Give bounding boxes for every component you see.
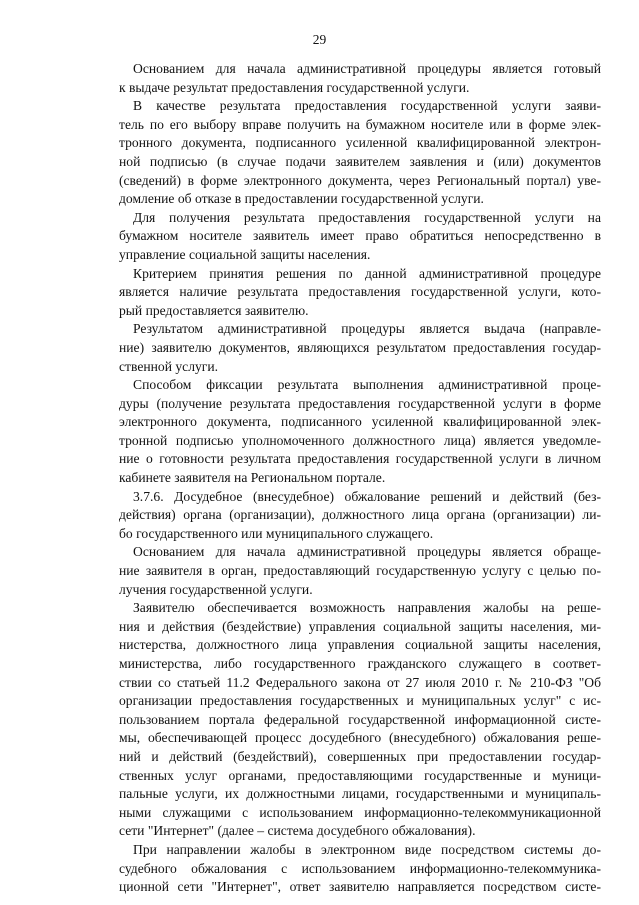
text-line: судебного обжалования с использованием информационно-телекоммуника-	[119, 860, 601, 876]
text-line: Основанием для начала административной процедуры является готовый	[133, 61, 601, 76]
text-line: 3.7.6. Досудебное (внесудебное) обжалование решений и действий (без-	[133, 488, 601, 504]
text-line: пользованием портала федеральной государственной информационной систе-	[119, 711, 601, 727]
text-line: В качестве результата предоставления государственной услуги заяви-	[133, 98, 601, 114]
page-number: 29	[312, 32, 327, 47]
text-line: к выдаче результат предоставления государственной услуги.	[119, 79, 470, 95]
text-line: дуры (получение результата предоставления государственной услуги в форме	[119, 395, 601, 411]
text-line: (сведений) в форме электронного документа, через Региональный портал) уве-	[119, 172, 601, 188]
text-line: кабинете заявителя на Региональном портале.	[119, 470, 386, 486]
text-line: рый предоставляется заявителю.	[119, 302, 309, 318]
text-line: организации предоставления государственных и муниципальных услуг" с ис-	[119, 693, 601, 709]
text-line: тель по его выбору вправе получить на бумажном носителе или в форме элек-	[119, 116, 601, 132]
text-line: ной подписью (в случае подачи заявителем заявления и (или) документов	[119, 153, 601, 169]
text-line: Результатом административной процедуры является выдача (направле-	[133, 321, 601, 337]
text-line: действия) органа (организации), должностного лица органа (организации) ли-	[119, 507, 601, 523]
text-line: является наличие результата предоставления государственной услуги, кото-	[119, 284, 601, 300]
text-line: бумажном носителе заявитель имеет право обратиться непосредственно в	[119, 228, 601, 244]
text-line: При направлении жалобы в электронном виде посредством системы до-	[133, 841, 601, 857]
text-line: лучения государственной услуги.	[119, 581, 313, 597]
text-line: ние заявителя в орган, предоставляющий государственную услугу с целью по-	[119, 563, 601, 579]
text-line: тронного документа, подписанного усиленной квалифицированной электрон-	[119, 135, 601, 151]
text-line: ными служащими с использованием информационно-телекоммуникационной	[119, 804, 601, 820]
text-line: тронной подписью уполномоченного должностного лица) является уведомле-	[119, 432, 601, 448]
text-line: мы, обеспечивающей процесс досудебного (внесудебного) обжалования реше-	[119, 730, 601, 746]
text-line: домление об отказе в предоставлении государственной услуги.	[119, 191, 484, 207]
text-line: сети "Интернет" (далее – система досудебного обжалования).	[119, 823, 476, 839]
text-line: нистерства, должностного лица управления социальной защиты населения,	[119, 637, 601, 653]
text-line: ния и действия (бездействие) управления социальной защиты населения, ми-	[119, 618, 601, 634]
text-line: Критерием принятия решения по данной административной процедуре	[133, 265, 601, 281]
text-line: управление социальной защиты населения.	[119, 246, 371, 262]
text-line: ственных услуг органами, предоставляющими государственные и муници-	[119, 767, 601, 783]
text-line: ние о готовности результата предоставления государственной услуги в личном	[119, 451, 601, 467]
text-line: ние) заявителю документов, являющихся результатом предоставления государ-	[119, 339, 601, 355]
text-line: Заявителю обеспечивается возможность направления жалобы на реше-	[133, 600, 601, 616]
text-line: бо государственного или муниципального служащего.	[119, 525, 434, 541]
text-line: Основанием для начала административной процедуры является обраще-	[133, 544, 601, 560]
text-line: министерства, либо государственного гражданского служащего в соответ-	[119, 656, 601, 671]
text-line: ствии со статьей 11.2 Федерального закона от 27 июля 2010 г. № 210-ФЗ "Об	[119, 674, 601, 690]
text-line: ционной сети "Интернет", ответ заявителю направляется посредством систе-	[119, 879, 601, 895]
text-line: электронного документа, подписанного усиленной квалифицированной элек-	[119, 414, 601, 430]
text-line: Для получения результата предоставления государственной услуги на	[133, 209, 601, 225]
text-line: ний и действий (бездействий), совершенных при предоставлении государ-	[119, 748, 601, 764]
text-line: Способом фиксации результата выполнения административной проце-	[133, 377, 601, 393]
text-line: ственной услуги.	[119, 358, 219, 374]
text-line: пальные услуги, их должностными лицами, государственными и муниципаль-	[119, 786, 601, 802]
body-text	[119, 60, 601, 897]
